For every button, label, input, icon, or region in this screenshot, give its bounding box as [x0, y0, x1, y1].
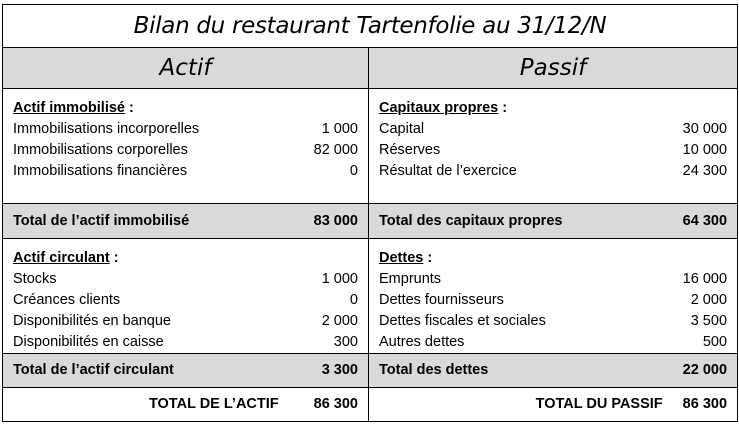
- list-item: Créances clients 0: [13, 291, 358, 308]
- list-item: Immobilisations incorporelles 1 000: [13, 121, 358, 138]
- list-item: Résultat de l’exercice 24 300: [379, 163, 728, 180]
- list-item: Immobilisations financières 0: [13, 163, 358, 180]
- list-item: Stocks 1 000: [13, 270, 358, 287]
- list-item: Dettes fournisseurs 2 000: [379, 291, 728, 308]
- actif-immobilise-block: [3, 89, 369, 204]
- sheet-title: Bilan du restaurant Tartenfolie au 31/12/N: [3, 5, 738, 48]
- section-title-actif-immobilise: Actif immobilisé :: [13, 100, 134, 117]
- section-title-capitaux-propres: Capitaux propres :: [379, 100, 508, 117]
- passif-heading: Passif: [369, 48, 738, 89]
- section-title-dettes: Dettes :: [379, 249, 433, 266]
- list-item: Réserves 10 000: [379, 142, 728, 159]
- capitaux-propres-block: [369, 89, 738, 204]
- list-item: Autres dettes 500: [379, 333, 728, 350]
- total-actif-immobilise: Total de l’actif immobilisé 83 000: [3, 204, 369, 238]
- dettes-block: [369, 238, 738, 353]
- actif-heading: Actif: [3, 48, 369, 89]
- list-item: Emprunts 16 000: [379, 270, 728, 287]
- grand-total-passif: TOTAL DU PASSIF 86 300: [369, 387, 738, 421]
- actif-circulant-block: [3, 238, 369, 353]
- section-title-actif-circulant: Actif circulant :: [13, 249, 119, 266]
- list-item: Immobilisations corporelles 82 000: [13, 142, 358, 159]
- total-actif-circulant: Total de l’actif circulant 3 300: [3, 353, 369, 387]
- list-item: Disponibilités en banque 2 000: [13, 312, 358, 329]
- list-item: Dettes fiscales et sociales 3 500: [379, 312, 728, 329]
- grand-total-actif: TOTAL DE L’ACTIF 86 300: [3, 387, 369, 421]
- balance-sheet-table: [2, 4, 738, 422]
- total-dettes: Total des dettes 22 000: [369, 353, 738, 387]
- list-item: Disponibilités en caisse 300: [13, 333, 358, 350]
- total-capitaux-propres: Total des capitaux propres 64 300: [369, 204, 738, 238]
- list-item: Capital 30 000: [379, 121, 728, 138]
